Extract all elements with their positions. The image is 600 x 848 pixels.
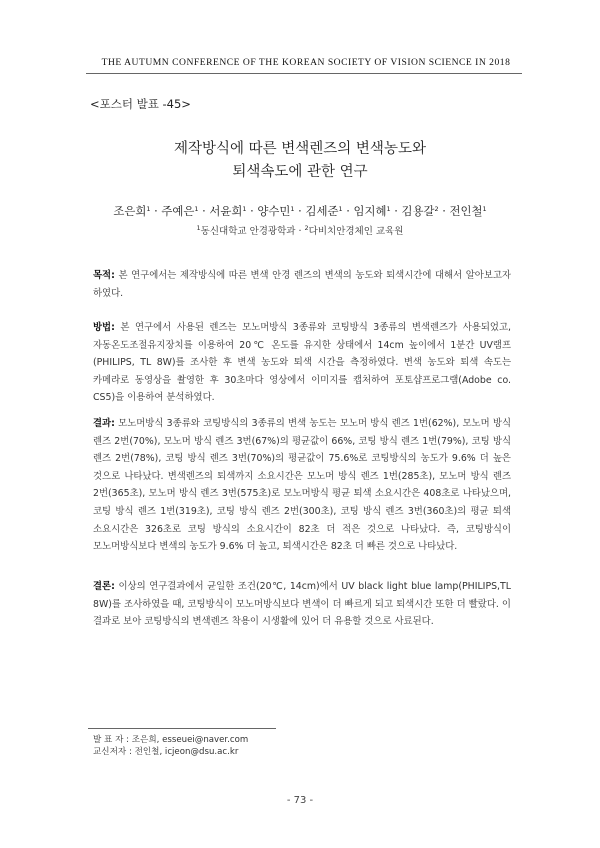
author-affil-mark: 1 (290, 205, 295, 213)
conclusion-label: 결론: (93, 581, 115, 592)
author-affil-mark: 1 (194, 205, 199, 213)
method-text: 본 연구에서 사용된 렌즈는 모노머방식 3종류와 코팅방식 3종류의 변색렌즈가 사용되었고, 자동온도조절유지장치를 이용하여 20℃ 온도를 유지한 상태에서 14cm 높이에서 1분간 UV램프(PHILIPS, TL 8W)를 조사한 후 변색 농도와 퇴색 시간을 측정하였다. 변색 농도와 퇴색 속도는 카메라로 동영상을 촬영한 후 30초마다 영상에서 이미지를 캡처하여 포토샵프로그램(Adobe co. CS5)을 이용하여 분석하였다. (93, 322, 511, 404)
author-separator: · (342, 204, 354, 218)
results-paragraph (93, 415, 511, 556)
author-list (60, 203, 540, 219)
poster-id: <포스터 발표 -45> (90, 97, 191, 111)
author-name: 주예은 (161, 204, 195, 218)
affiliation-1: 동신대학교 안경광학과 (200, 226, 296, 237)
author-separator: · (294, 204, 306, 218)
author-name: 전인철 (449, 204, 483, 218)
author-name: 김용갈 (401, 204, 435, 218)
author-name: 양수민 (257, 204, 291, 218)
affil-separator: · (295, 226, 305, 237)
author-affil-mark: 1 (482, 205, 487, 213)
author-name: 임지혜 (353, 204, 387, 218)
affiliations (60, 223, 540, 237)
author-separator: · (150, 204, 162, 218)
author-name: 조은희 (113, 204, 147, 218)
affil-mark: 2 (304, 224, 309, 232)
title-line-1: 제작방식에 따른 변색렌즈의 변색농도와 (174, 141, 426, 157)
method-label: 방법: (93, 322, 115, 333)
author-separator: · (198, 204, 210, 218)
author-affil-mark: 2 (434, 205, 439, 213)
page-number: - 73 - (286, 795, 314, 806)
corresponding-author-footnote: 교신저자 : 전인철, icjeon@dsu.ac.kr (93, 747, 239, 757)
header-rule (86, 73, 522, 74)
conclusion-paragraph (93, 578, 511, 631)
objective-paragraph (93, 267, 511, 302)
author-affil-mark: 1 (338, 205, 343, 213)
author-name: 서윤희 (209, 204, 243, 218)
author-separator: · (438, 204, 450, 218)
author-separator: · (246, 204, 258, 218)
title-line-2: 퇴색속도에 관한 연구 (232, 164, 368, 180)
author-name: 김세준 (305, 204, 339, 218)
affiliation-2: 다비치안경체인 교육원 (308, 226, 404, 237)
affil-mark: 1 (196, 224, 201, 232)
running-head: THE AUTUMN CONFERENCE OF THE KOREAN SOCIETY OF VISION SCIENCE IN 2018 (101, 57, 511, 68)
results-text: 모노머방식 3종류와 코팅방식의 3종류의 변색 농도는 모노머 방식 렌즈 1번(62%), 모노머 방식 렌즈 2번(70%), 모노머 방식 렌즈 3번(67%)의 평균값이 66%, 코팅 방식 렌즈 1번(79%), 코팅 방식 렌즈 2번(78%), 코팅 방식 렌즈 3번(70%)의 평균값이 75.6%로 코팅방식의 농도가 9.6% 더 높은 것으로 나타났다. 변색렌즈의 퇴색까지 소요시간은 모노머 방식 렌즈 1번(285초), 모노머 방식 렌즈 2번(365초), 모노머 방식 렌즈 3번(575초)로 모노머방식 평균 퇴색 소요시간은 408초로 나타났으며, 코팅 방식 렌즈 1번(319초), 코팅 방식 렌즈 2번(300초), 코팅 방식 렌즈 3번(360초)의 평균 퇴색 소요시간은 326초로 코팅 방식의 소요시간이 82초 더 적은 것으로 나타났다. 즉, 코팅방식이 모노머방식보다 변색의 농도가 9.6% 더 높고, 퇴색시간은 82초 더 빠른 것으로 나타났다. (93, 418, 511, 553)
author-separator: · (390, 204, 402, 218)
method-paragraph (93, 319, 511, 407)
footnote-rule (88, 728, 276, 729)
author-affil-mark: 1 (242, 205, 247, 213)
presenter-footnote: 발 표 자 : 조은희, esseuei@naver.com (93, 735, 249, 745)
results-label: 결과: (93, 418, 115, 429)
objective-label: 목적: (93, 270, 115, 281)
conclusion-text: 이상의 연구결과에서 균일한 조건(20℃, 14cm)에서 UV black light blue lamp(PHILIPS,TL 8W)를 조사하였을 때, 코팅방식이 모노머방식보다 변색이 더 빠르게 되고 퇴색시간 또한 더 빨랐다. 이 결과로 보아 코팅방식의 변색렌즈 착용이 시생활에 있어 더 유용할 것으로 사료된다. (93, 581, 511, 628)
objective-text: 본 연구에서는 제작방식에 따른 변색 안경 렌즈의 변색의 농도와 퇴색시간에 대해서 알아보고자 하였다. (93, 270, 511, 299)
author-affil-mark: 1 (386, 205, 391, 213)
author-affil-mark: 1 (146, 205, 151, 213)
